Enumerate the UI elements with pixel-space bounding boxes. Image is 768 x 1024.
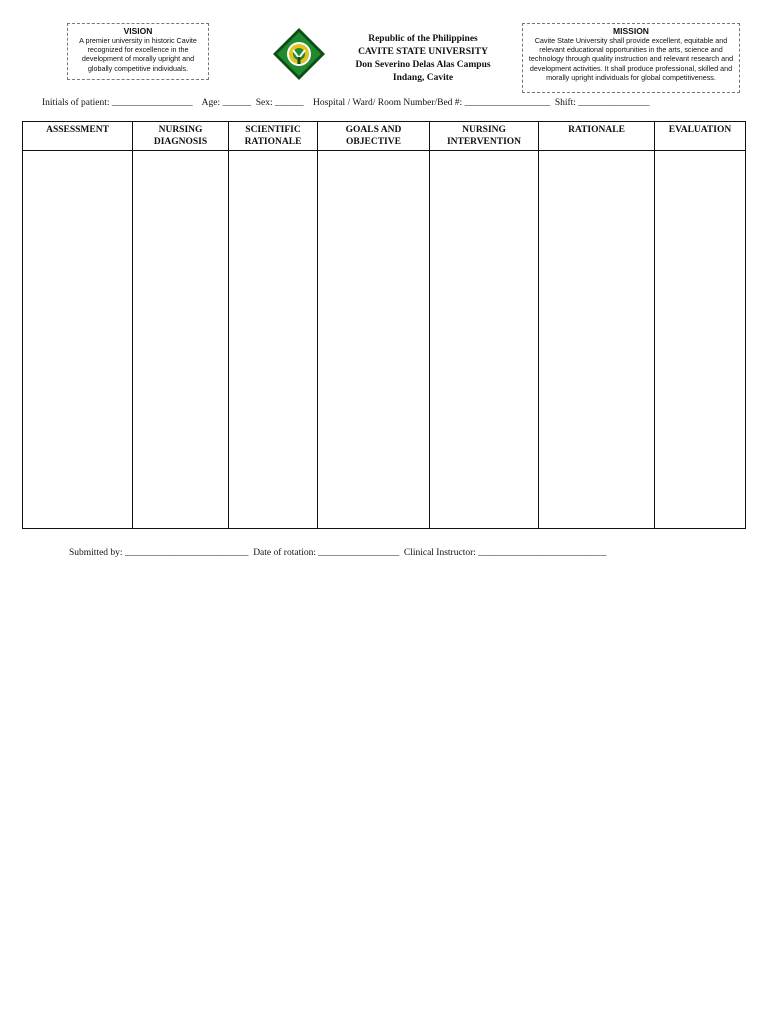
submission-info-line[interactable]: Submitted by: __________________________ Date of rotation: _________________ Clinical Instructor: ___________________________ [69, 548, 607, 558]
column-header-goals-objective: GOALS AND OBJECTIVE [318, 122, 430, 151]
cell-nursing-diagnosis[interactable] [133, 151, 229, 529]
cell-assessment[interactable] [23, 151, 133, 529]
nursing-care-plan-table [22, 121, 746, 529]
cell-goals-objective[interactable] [318, 151, 430, 529]
university-header [330, 33, 516, 85]
table-row [23, 151, 746, 529]
column-header-evaluation: EVALUATION [655, 122, 746, 151]
header-line-campus: Don Severino Delas Alas Campus [355, 60, 491, 70]
header-line-republic: Republic of the Philippines [368, 34, 478, 44]
column-header-assessment: ASSESSMENT [23, 122, 133, 151]
column-header-scientific-rationale: SCIENTIFIC RATIONALE [229, 122, 318, 151]
university-seal-graphic [272, 27, 326, 81]
header-line-university: CAVITE STATE UNIVERSITY [358, 47, 488, 57]
mission-text: Cavite State University shall provide excellent, equitable and relevant educational opportunities in the arts, science and technology through quality instruction and relevant research and development activities. It shall produce professional, skilled and morally upright individuals for global competitiveness. [528, 36, 734, 82]
patient-info-line[interactable]: Initials of patient: _________________ Age: ______ Sex: ______ Hospital / Ward/ Room Number/Bed #: __________________ Shift: _______________ [42, 98, 650, 108]
header-line-location: Indang, Cavite [392, 73, 454, 83]
mission-title: MISSION [613, 26, 649, 36]
cell-evaluation[interactable] [655, 151, 746, 529]
column-header-nursing-intervention: NURSING INTERVENTION [430, 122, 539, 151]
cell-scientific-rationale[interactable] [229, 151, 318, 529]
vision-text: A premier university in historic Cavite recognized for excellence in the development of morally upright and globally competitive individuals. [79, 36, 197, 73]
column-header-nursing-diagnosis: NURSING DIAGNOSIS [133, 122, 229, 151]
vision-box [67, 23, 209, 80]
university-seal-icon [272, 27, 326, 81]
table-header-row [23, 122, 746, 151]
mission-box [522, 23, 740, 93]
column-header-rationale: RATIONALE [539, 122, 655, 151]
cell-rationale[interactable] [539, 151, 655, 529]
cell-nursing-intervention[interactable] [430, 151, 539, 529]
vision-title: VISION [123, 26, 153, 36]
